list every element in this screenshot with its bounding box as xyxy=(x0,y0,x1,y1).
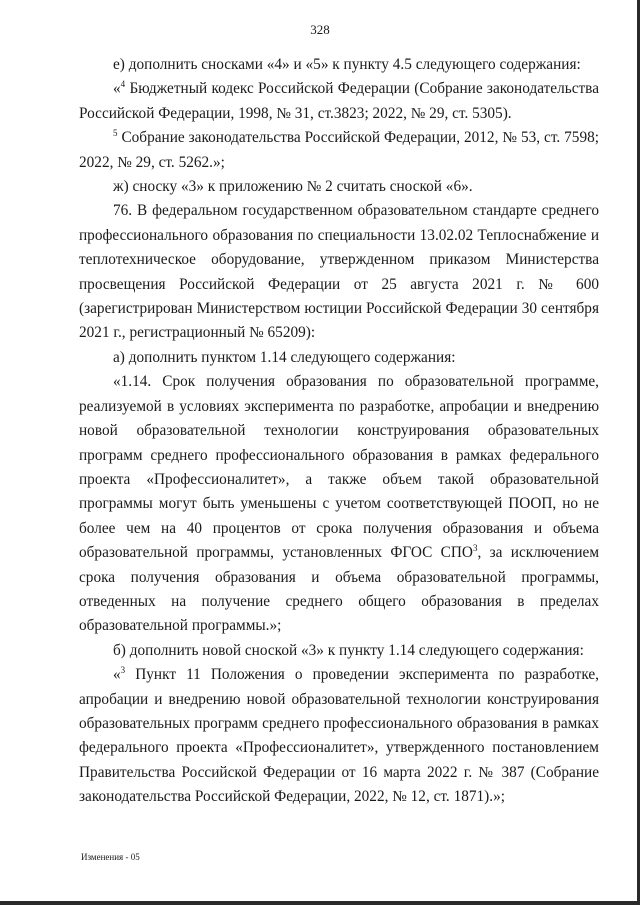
paragraph-zh: ж) сноску «3» к приложению № 2 считать сноской «6». xyxy=(113,178,473,196)
footnote-marker: 4 xyxy=(120,79,126,90)
scan-edge-bottom xyxy=(0,901,640,905)
footnote-marker: 3 xyxy=(120,665,126,676)
clause-1-14: «1.14. Срок получения образования по образовательной программе, реализуемой в условиях эксперимента по разработке, апробации и внедрению новой образовательной технологии конструирования образовательных программ среднего профессионального образования в рамках федерального проекта «Профессионалитет», а также объем такой образовательной программы могут быть уменьшены с учетом соответствующей ПООП, но не более чем на 40 процентов от срока получения образования и объема образовательной программы, установленных ФГОС СПО$^3$, за исключением срока получения образования и объема образовательной программы, отведенных на получение среднего общего образования в пределах образовательной программы.»; xyxy=(79,373,600,635)
document-body xyxy=(79,53,599,810)
paragraph-e: е) дополнить сносками «4» и «5» к пункту 4.5 следующего содержания: xyxy=(113,56,581,73)
page-number: 328 xyxy=(310,22,330,37)
footnote-4-text: «$^4$ Бюджетный кодекс Российской Федерации (Собрание законодательства Российской Федерации, 1998, № 31, ст.3823; 2022, № 29, ст. 5305). xyxy=(79,79,599,122)
paragraph-a: а) дополнить пунктом 1.14 следующего содержания: xyxy=(113,348,456,366)
footnote-marker: 5 xyxy=(113,128,118,139)
paragraph-76: 76. В федеральном государственном образовательном стандарте среднего профессионального образования по специальности 13.02.02 Теплоснабжение и теплотехническое оборудование, утвержденном приказом Министерства просвещения Российской Федерации от 25 августа 2021 г. № 600 (зарегистрирован Министерством юстиции Российской Федерации 30 сентября 2021 г., регистрационный № 65209): xyxy=(79,202,599,342)
footnote-marker: 3 xyxy=(472,543,478,554)
footer-revision-label: Изменения - 05 xyxy=(81,852,140,862)
paragraph-b: б) дополнить новой сноской «3» к пункту 1.14 следующего содержания: xyxy=(113,641,584,659)
footnote-3-text: «$^3$ Пункт 11 Положения о проведении эксперимента по разработке, апробации и внедрению новой образовательной технологии конструирования образовательных программ среднего профессионального образования в рамках федерального проекта «Профессионалитет», утвержденного постановлением Правительства Российской Федерации от 16 марта 2022 г. № 387 (Собрание законодательства Российской Федерации, 2022, № 12, ст. 1871).»; xyxy=(79,665,599,806)
footnote-5-text: $^5$ Собрание законодательства Российской Федерации, 2012, № 53, ст. 7598; 2022, № 29, ст. 5262.»; xyxy=(79,128,599,171)
